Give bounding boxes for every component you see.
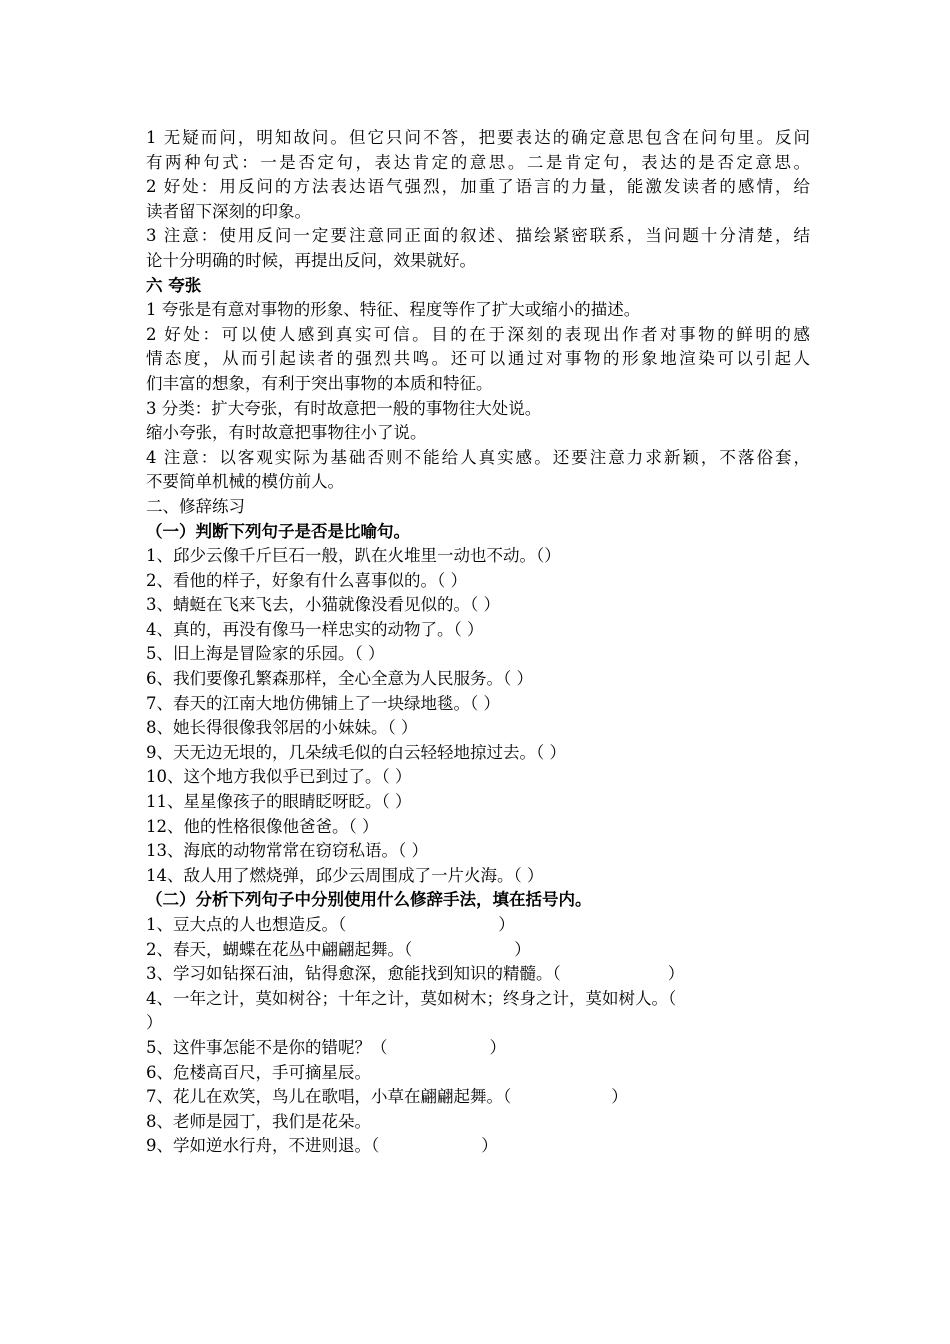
document-page [146,126,810,1159]
paragraph-line: 论十分明确的时候，再提出反问，效果就好。 [146,250,476,270]
paragraph-line: 2 好处：可以使人感到真实可信。目的在于深刻的表现出作者对事物的鲜明的感 [146,324,810,344]
list-item [146,1036,810,1061]
list-item: 12、他的性格很像他爸爸。（ ） [146,816,379,836]
list-item [146,1085,810,1110]
paragraph-line: 1 无疑而问，明知故问。但它只问不答，把要表达的确定意思包含在问句里。反问 [146,128,810,147]
list-item: 6、我们要像孔繁森那样，全心全意为人民服务。（ ） [146,669,533,689]
paragraph-line: 4 注意：以客观实际为基础否则不能给人真实感。还要注意力求新颖，不落俗套， [146,447,810,467]
question-text: 3、学习如钻探石油，钻得愈深，愈能找到知识的精髓。（ [146,964,561,984]
paragraph-line: 3 注意：使用反问一定要注意同正面的叙述、描绘紧密联系，当问题十分清楚，结 [146,226,810,246]
list-item: 6、危楼高百尺，手可摘星辰。 [146,1062,371,1082]
list-item: 10、这个地方我似乎已到过了。（ ） [146,767,412,787]
list-item [146,1134,810,1159]
list-item: 7、春天的江南大地仿佛铺上了一块绿地毯。（ ） [146,693,500,713]
paragraph-line: 读者留下深刻的印象。 [146,201,311,221]
list-item: 4、一年之计，莫如树谷；十年之计，莫如树木；终身之计，莫如树人。（ [146,988,677,1008]
question-text: 2、春天，蝴蝶在花丛中翩翩起舞。（ [146,939,413,959]
list-item [146,913,810,938]
paragraph-line: 2 好处：用反问的方法表达语气强烈，加重了语言的力量，能激发读者的感情，给 [146,177,810,197]
question-text: 9、学如逆水行舟，不进则退。（ [146,1136,380,1156]
part1-question-list [146,544,810,888]
paragraph-line: 们丰富的想象，有利于突出事物的本质和特征。 [146,373,493,393]
list-item [146,962,810,987]
question-text: 7、花儿在欢笑，鸟儿在歌唱，小草在翩翩起舞。（ [146,1087,512,1107]
list-item: 5、旧上海是冒险家的乐园。（ ） [146,644,385,664]
paragraph-line: 1 夸张是有意对事物的形象、特征、程度等作了扩大或缩小的描述。 [146,300,641,320]
paragraph-line: 缩小夸张，有时故意把事物往小了说。 [146,423,427,443]
part2-heading: （二）分析下列句子中分别使用什么修辞手法，填在括号内。 [146,890,592,910]
question-text: 1、豆大点的人也想造反。（ [146,915,347,934]
list-item: 3、蜻蜓在飞来飞去，小猫就像没看见似的。（ ） [146,595,500,615]
closing-bracket: ） [481,1136,498,1156]
list-item: 14、敌人用了燃烧弹，邱少云周围成了一片火海。（ ） [146,865,544,885]
paragraph-line: 情态度，从而引起读者的强烈共鸣。还可以通过对事物的形象地渲染可以引起人 [146,349,810,369]
list-item [146,938,810,963]
list-item: 8、她长得很像我邻居的小妹妹。（ ） [146,718,418,738]
list-item: 1、邱少云像千斤巨石一般，趴在火堆里一动也不动。（） [146,546,561,566]
list-item: 9、天无边无垠的，几朵绒毛似的白云轻轻地掠过去。（ ） [146,742,566,762]
part2-question-list [146,913,810,1159]
question-text: 5、这件事怎能不是你的错呢？（ [146,1037,388,1057]
section-heading-practice: 二、修辞练习 [146,496,245,516]
closing-bracket: ） [498,915,515,934]
closing-bracket: ） [514,939,531,959]
list-item: 13、海底的动物常常在窃窃私语。（ ） [146,841,428,861]
closing-bracket: ） [667,964,685,984]
part1-heading: （一）判断下列句子是否是比喻句。 [146,521,410,541]
list-item-continuation: ） [146,1013,163,1033]
list-item: 11、星星像孩子的眼睛眨呀眨。（ ） [146,792,412,812]
closing-bracket: ） [611,1087,628,1107]
list-item: 2、看他的样子，好象有什么喜事似的。（ ） [146,570,467,590]
section-heading-exaggeration: 六 夸张 [146,275,202,295]
paragraph-line: 3 分类：扩大夸张，有时故意把一般的事物往大处说。 [146,398,542,418]
paragraph-line: 有两种句式：一是否定句，表达肯定的意思。二是肯定句，表达的是否定意思。 [146,152,810,172]
paragraph-line: 不要简单机械的模仿前人。 [146,472,344,492]
list-item: 4、真的，再没有像马一样忠实的动物了。（ ） [146,619,484,639]
closing-bracket: ） [489,1037,506,1057]
list-item: 8、老师是园丁，我们是花朵。 [146,1111,371,1131]
